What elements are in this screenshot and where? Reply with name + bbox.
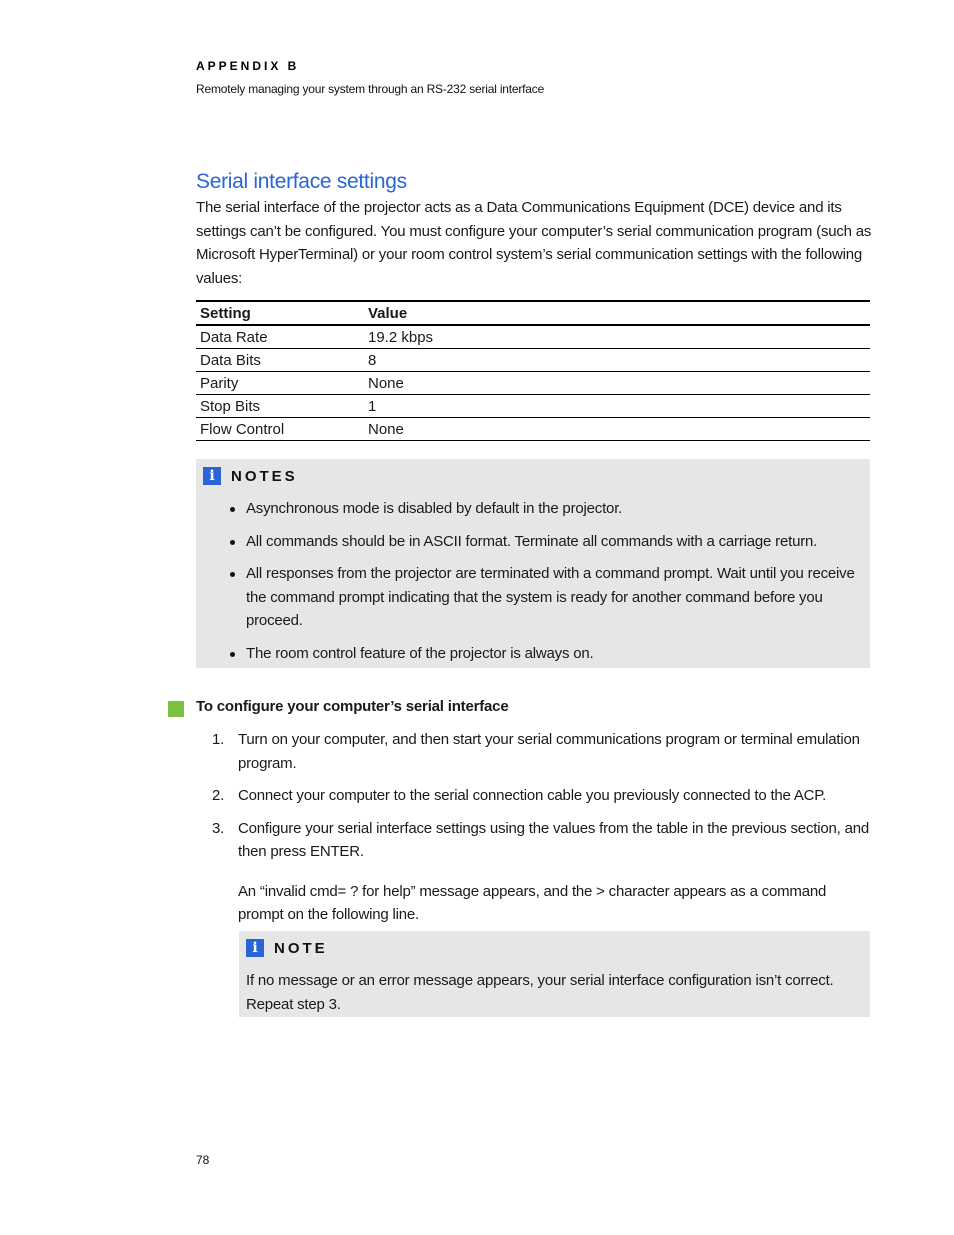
info-icon: i (203, 467, 221, 485)
intro-paragraph: The serial interface of the projector acts as a Data Communications Equipment (DCE) device and its settings can’t be configured. You must configure your computer’s serial communication program (such as Microsoft HyperTerminal) or your room control system’s serial communication settings with the following values: (196, 199, 872, 287)
value-cell: 1 (364, 395, 870, 418)
setting-cell: Flow Control (196, 418, 364, 441)
step-text: Configure your serial interface settings using the values from the table in the previous section, and then press ENTER. (238, 819, 869, 860)
setting-cell: Data Bits (196, 349, 364, 372)
appendix-label: APPENDIX B (196, 59, 300, 73)
notes-heading: NOTES (231, 468, 298, 485)
section-title: Serial interface settings (196, 170, 407, 193)
setting-cell: Data Rate (196, 325, 364, 349)
list-item (212, 817, 870, 927)
step-text: Turn on your computer, and then start your serial communications program or terminal emulation program. (238, 731, 860, 772)
settings-table (196, 300, 870, 441)
step-number: 3. (212, 819, 225, 837)
table-row (196, 349, 870, 372)
procedure-marker-icon (168, 701, 184, 717)
list-item (212, 728, 870, 775)
list-item: The room control feature of the projector is always on. (246, 642, 868, 666)
note-box (239, 931, 870, 1017)
table-row (196, 418, 870, 441)
procedure-title: To configure your computer’s serial interface (196, 698, 509, 715)
list-item: All commands should be in ASCII format. Terminate all commands with a carriage return. (246, 530, 868, 554)
setting-cell: Parity (196, 372, 364, 395)
notes-box (196, 459, 870, 668)
column-header-value: Value (364, 301, 870, 325)
chapter-subtitle: Remotely managing your system through an RS-232 serial interface (196, 82, 545, 96)
column-header-setting: Setting (196, 301, 364, 325)
note-text: If no message or an error message appears, your serial interface configuration isn’t correct. Repeat step 3. (246, 972, 834, 1013)
list-item: Asynchronous mode is disabled by default in the projector. (246, 497, 868, 521)
list-item (212, 784, 870, 808)
setting-cell: Stop Bits (196, 395, 364, 418)
step-number: 1. (212, 731, 225, 748)
table-row (196, 395, 870, 418)
table-header-row (196, 301, 870, 325)
step-text: Connect your computer to the serial connection cable you previously connected to the ACP. (238, 787, 827, 804)
value-cell: None (364, 372, 870, 395)
value-cell: 8 (364, 349, 870, 372)
value-cell: None (364, 418, 870, 441)
list-item: All responses from the projector are terminated with a command prompt. Wait until you receive the command prompt indicating that the system is ready for another command before you proceed. (246, 562, 868, 633)
page-number: 78 (196, 1153, 210, 1167)
value-cell: 19.2 kbps (364, 325, 870, 349)
notes-list (246, 497, 868, 674)
step-result-text: An “invalid cmd= ? for help” message appears, and the > character appears as a command prompt on the following line. (238, 882, 827, 923)
table-row (196, 325, 870, 349)
step-number: 2. (212, 787, 225, 804)
info-icon: i (246, 939, 264, 957)
procedure-steps (212, 728, 870, 936)
note-heading: NOTE (274, 940, 328, 957)
table-row (196, 372, 870, 395)
